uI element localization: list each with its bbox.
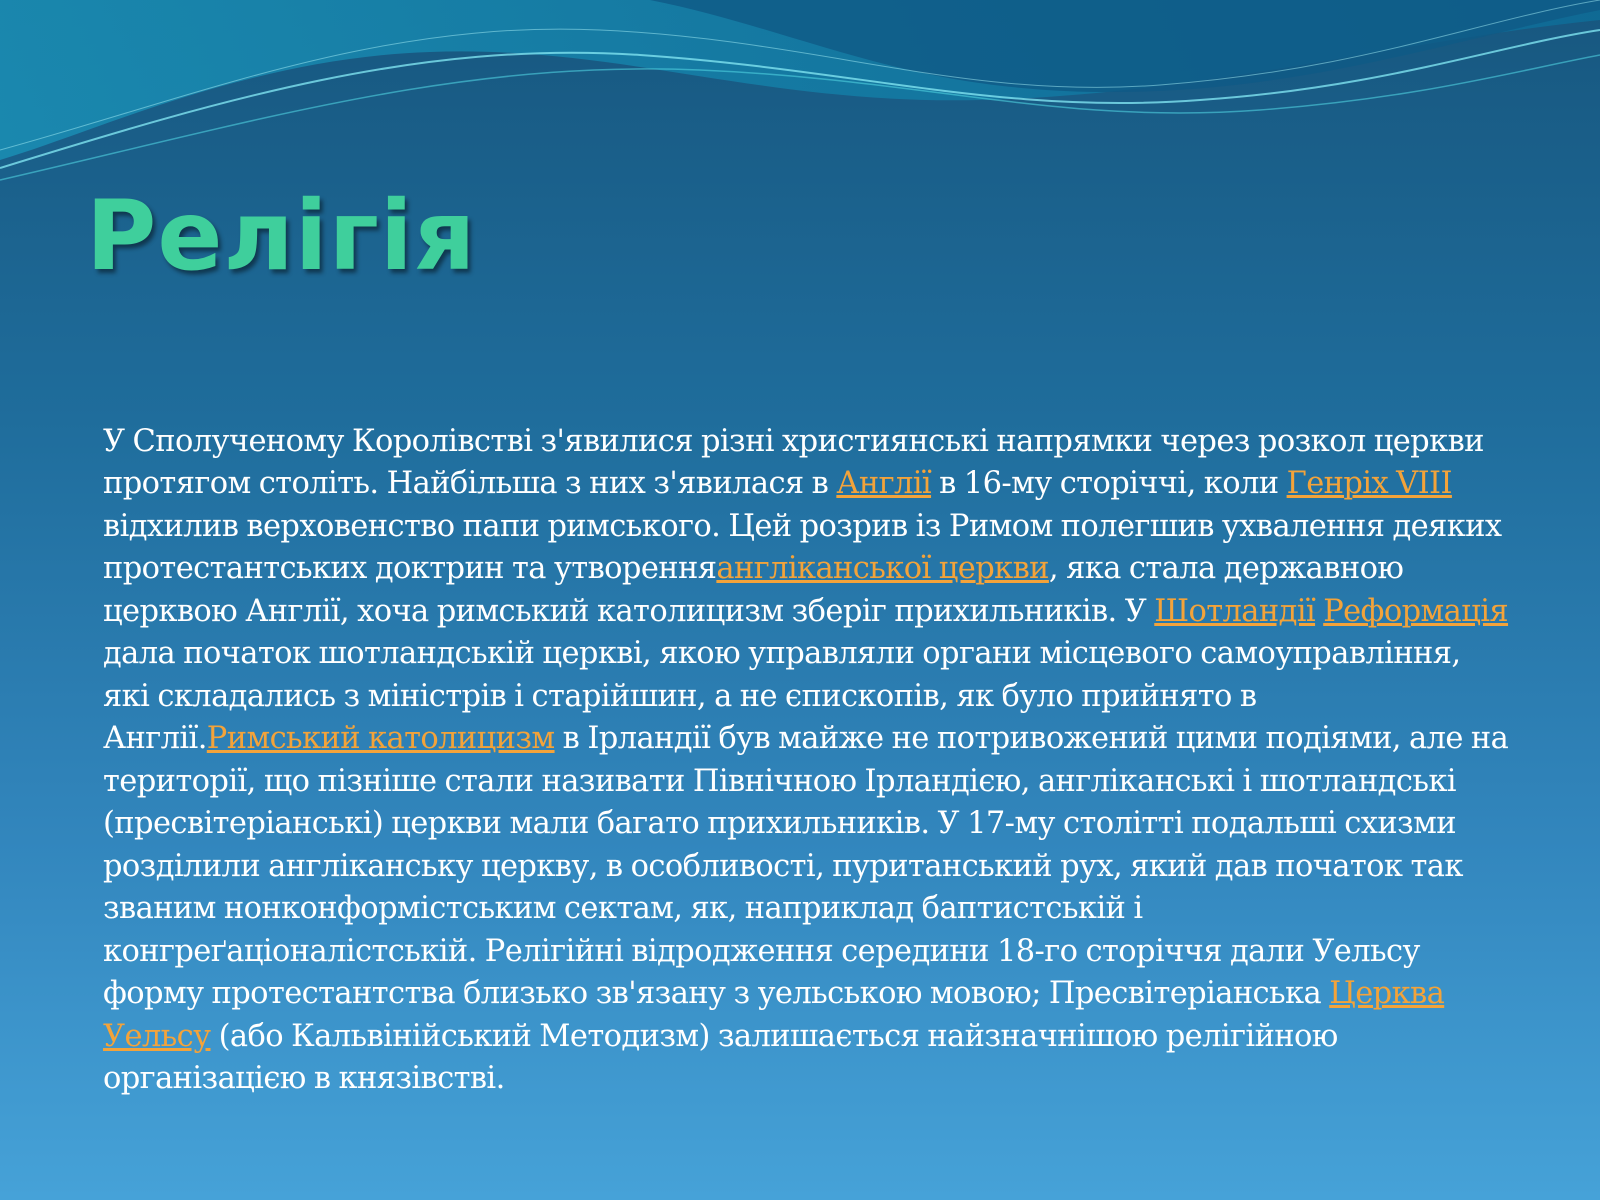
body-text-segment: відхилив верховенство папи римського. Цей розрив із Римом полегшив ухвалення деяких протестантських доктрин та утворення [103, 508, 1502, 586]
body-text-segment: дала початок шотландській церкві, якою управляли органи місцевого самоуправління, які складались з міністрів і старійшин, а не єпископів, як було прийнято в Англії. [103, 636, 1461, 756]
link-scotland[interactable]: Шотландії [1154, 593, 1316, 629]
body-text-segment: в Ірландії був майже не потривожений цими подіями, але на території, що пізніше стали називати Північною Ірландією, англіканські і шотландські (пресвітеріанські) церкви мали багато прихильників. У 17-му столітті подальші схизми розділили англіканську церкву, в особливості, пуританський рух, який дав початок так званим нонконформістським сектам, як, наприклад баптистській і конгреґаціоналістській. Релігійні відродження середини 18-го сторіччя дали Уельсу форму протестантства близько зв'язану з уельською мовою; Пресвітеріанська [103, 721, 1509, 1011]
link-roman-catholicism[interactable]: Римський католицизм [206, 721, 555, 756]
body-text-segment: в 16-му сторіччі, коли [931, 466, 1287, 501]
body-text-segment [1315, 594, 1323, 629]
link-anglican-church[interactable]: англіканської церкви [716, 551, 1049, 586]
link-church-of-wales[interactable]: Церква Уельсу [103, 976, 1445, 1054]
slide-body-text [103, 421, 1513, 1101]
slide-title: Релігія [86, 180, 477, 292]
link-reformation[interactable]: Реформація [1323, 593, 1509, 629]
body-text-segment: (або Кальвінійський Методизм) залишається найзначнішою релігійною організацією в князівстві. [103, 1018, 1338, 1096]
link-england[interactable]: Англії [836, 466, 932, 501]
link-henry-viii[interactable]: Генріх VIII [1286, 466, 1452, 501]
body-text-segment: , яка стала державною церквою Англії, хоча римський католицизм зберіг прихильників. У [103, 551, 1404, 629]
body-text-segment: У Сполученому Королівстві з'явилися різні християнські напрямки через розкол церкви протягом століть. Найбільша з них з'явилася в [103, 423, 1484, 501]
